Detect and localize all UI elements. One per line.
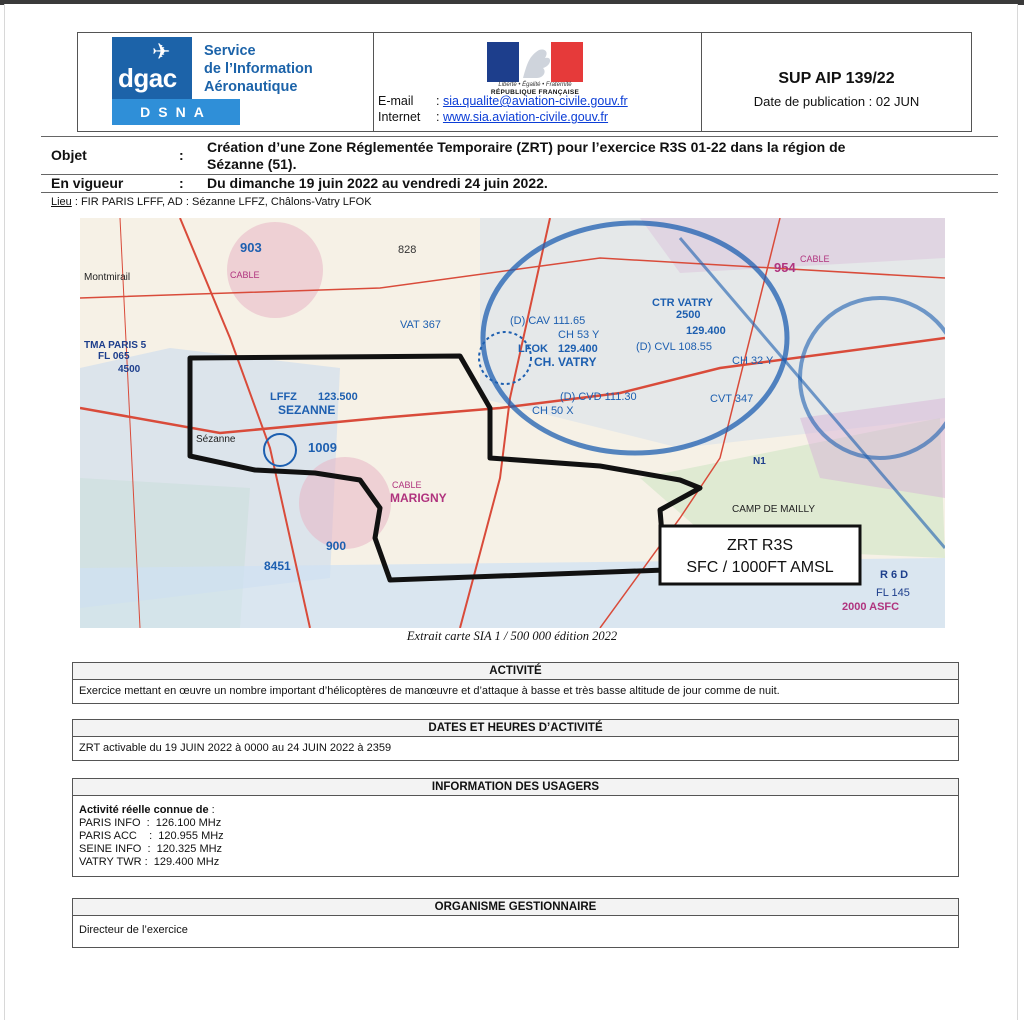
- freq-line: PARIS INFO : 126.100 MHz: [79, 817, 222, 829]
- lieu-label: Lieu: [51, 196, 72, 208]
- map-label-cable: CABLE: [230, 270, 260, 280]
- map-label-ctr: CTR VATRY: [652, 297, 713, 309]
- usagers-intro: Activité réelle connue de: [79, 804, 209, 816]
- map-label-ch50: CH 50 X: [532, 405, 574, 417]
- map-label-marigny: MARIGNY: [390, 491, 447, 505]
- map-label-ad-name: SEZANNE: [278, 403, 336, 417]
- aeronautical-map: [80, 218, 945, 628]
- organisme-text: Directeur de l’exercice: [79, 924, 188, 936]
- marianne-logo: [487, 42, 583, 82]
- activite-section: [72, 662, 959, 704]
- map-label-ad-freq: 123.500: [318, 391, 358, 403]
- rf-name: RÉPUBLIQUE FRANÇAISE: [490, 89, 580, 96]
- usagers-section: [72, 778, 959, 877]
- objet-label: Objet: [51, 147, 87, 163]
- map-label-cable: CABLE: [392, 480, 422, 490]
- vigueur-label: En vigueur: [51, 175, 124, 191]
- activite-text: Exercice mettant en œuvre un nombre important d’hélicoptères de manœuvre et d’attaque à basse et très basse altitude de jour comme de nuit.: [79, 685, 780, 697]
- sup-cell: [702, 33, 971, 131]
- dates-text: ZRT activable du 19 JUIN 2022 à 0000 au 24 JUIN 2022 à 2359: [79, 742, 392, 754]
- map-label-ctr-freq: 129.400: [686, 325, 726, 337]
- bird-icon: ✈: [152, 39, 171, 64]
- map-label-vat: VAT 367: [400, 319, 441, 331]
- map-label-camp: CAMP DE MAILLY: [732, 504, 815, 515]
- lieu: [51, 196, 372, 208]
- map-label-cable: CABLE: [800, 254, 830, 264]
- dsna-label: DSNA: [112, 99, 240, 125]
- map-label-r6d: R 6 D: [880, 569, 909, 581]
- lieu-text: : FIR PARIS LFFF, AD : Sézanne LFFZ, Châlons-Vatry LFOK: [71, 196, 372, 208]
- map-label-asfc: 2000 ASFC: [842, 601, 900, 613]
- map-label-sezanne: Sézanne: [196, 434, 236, 445]
- dgac-logo: [112, 37, 192, 99]
- map-label-ctr-alt: 2500: [676, 309, 701, 321]
- vigueur-sep: :: [179, 175, 184, 191]
- contact-info: E-mail : sia.qualite@aviation-civile.gouv.fr Internet : www.sia.aviation-civile.gouv.fr: [378, 94, 628, 124]
- header-table: [77, 32, 972, 132]
- map-label-vatry-code: LFOK: [518, 343, 548, 355]
- usagers-title: INFORMATION DES USAGERS: [73, 779, 958, 796]
- map-label-montmirail: Montmirail: [84, 272, 131, 283]
- divider: [41, 192, 998, 193]
- dates-title: DATES ET HEURES D’ACTIVITÉ: [73, 720, 958, 737]
- map-label-cvd: (D) CVD 111.30: [560, 391, 637, 403]
- organisme-title: ORGANISME GESTIONNAIRE: [73, 899, 958, 916]
- website-link[interactable]: www.sia.aviation-civile.gouv.fr: [442, 110, 609, 124]
- freq-line: PARIS ACC : 120.955 MHz: [79, 830, 224, 842]
- objet-sep: :: [179, 147, 184, 163]
- zrt-name: ZRT R3S: [726, 537, 794, 554]
- map-label-vatry-freq: 129.400: [558, 343, 598, 355]
- map-label-4500: 4500: [118, 364, 141, 375]
- map-label-elev: 8451: [264, 559, 291, 573]
- map-label-cvl: (D) CVL 108.55: [636, 341, 713, 353]
- map-label-elev: 900: [326, 539, 347, 553]
- map-label-ad-code: LFFZ: [270, 391, 297, 403]
- map-svg: [80, 218, 945, 628]
- map-label-fl: FL 065: [98, 351, 130, 362]
- map-label-cav: (D) CAV 111.65: [510, 315, 586, 327]
- dgac-logo-text: dgac: [118, 63, 177, 93]
- map-label-elev: 1009: [308, 440, 337, 455]
- contact-cell: [374, 33, 702, 131]
- map-label-ch32: CH 32 Y: [732, 355, 774, 367]
- freq-line: SEINE INFO : 120.325 MHz: [79, 843, 223, 855]
- map-label-elev: 954: [774, 260, 796, 275]
- divider: [41, 136, 998, 137]
- map-label-vatry-name: CH. VATRY: [534, 355, 597, 369]
- dates-section: [72, 719, 959, 761]
- objet-text: Création d’une Zone Réglementée Temporaire (ZRT) pour l’exercice R3S 01-22 dans la région de Sézanne (51).: [207, 139, 846, 172]
- map-label-tma: TMA PARIS 5: [84, 340, 147, 351]
- freq-line: VATRY TWR : 129.400 MHz: [79, 856, 220, 868]
- vigueur-text: Du dimanche 19 juin 2022 au vendredi 24 juin 2022.: [207, 175, 548, 191]
- rf-motto: Liberté • Égalité • Fraternité: [498, 82, 572, 88]
- organisme-section: [72, 898, 959, 948]
- activite-title: ACTIVITÉ: [73, 663, 958, 680]
- map-label-n1: N1: [753, 456, 766, 467]
- internet-label: Internet: [378, 110, 421, 124]
- map-label-elev: 828: [398, 244, 417, 256]
- dgac-cell: [78, 33, 374, 131]
- email-label: E-mail: [378, 94, 414, 108]
- map-label-fl145: FL 145: [876, 587, 910, 599]
- map-label-elev: 903: [240, 240, 262, 255]
- map-label-ch53: CH 53 Y: [558, 329, 600, 341]
- zrt-altitude: SFC / 1000FT AMSL: [686, 559, 834, 576]
- usagers-body: Activité réelle connue de : PARIS INFO : 126.100 MHz PARIS ACC : 120.955 MHz SEINE INFO : 120.325 MHz VATRY TWR : 129.400 MHz: [73, 796, 958, 876]
- publication-date: Date de publication : 02 JUN: [753, 94, 920, 109]
- sup-aip-title: SUP AIP 139/22: [778, 70, 895, 87]
- service-name: Service de l’Information Aéronautique: [204, 43, 313, 95]
- map-caption: Extrait carte SIA 1 / 500 000 édition 2022: [406, 629, 618, 643]
- email-link[interactable]: sia.qualite@aviation-civile.gouv.fr: [442, 94, 628, 108]
- map-label-cvt: CVT 347: [710, 393, 754, 405]
